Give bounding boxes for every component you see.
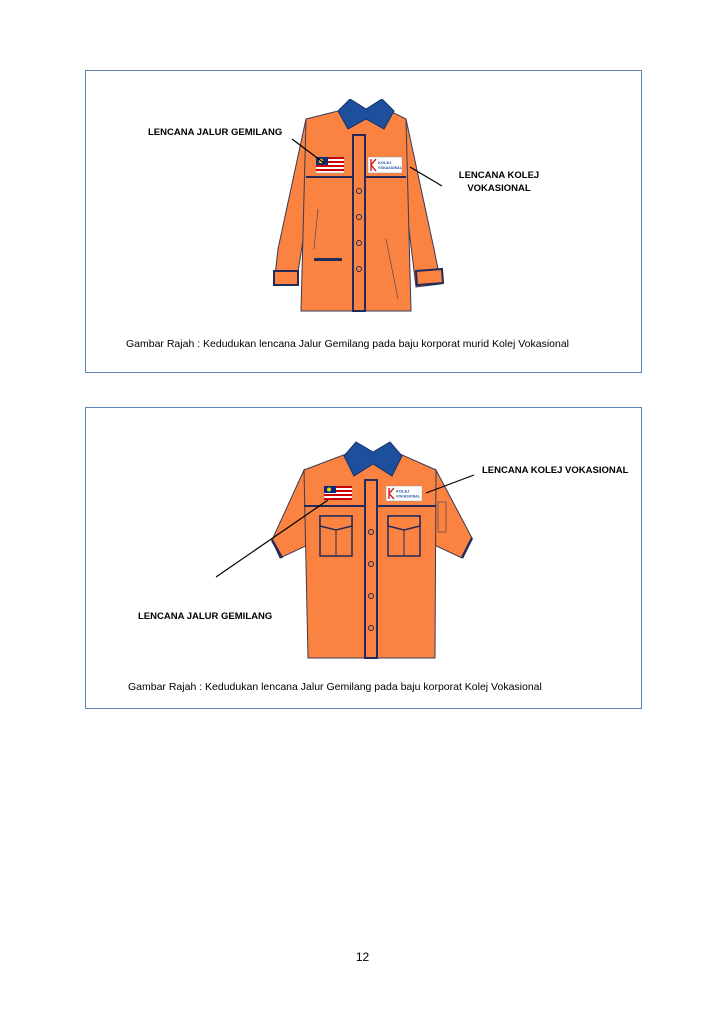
leader-lines-figure-2 [86, 408, 643, 710]
label-lencana-kolej-vokasional [454, 169, 544, 195]
label-lencana-jalur-gemilang: LENCANA JALUR GEMILANG [138, 611, 273, 622]
badge-text-line2: VOKASIONAL [378, 166, 402, 170]
figure-1-caption: Gambar Rajah : Kedudukan lencana Jalur Gemilang pada baju korporat murid Kolej Vokasional [126, 338, 570, 350]
badge-text-line1: KOLEJ [378, 160, 392, 165]
label-lencana-jalur-gemilang: LENCANA JALUR GEMILANG [148, 127, 283, 138]
figure-2-frame [85, 407, 642, 709]
label-line-1: LENCANA KOLEJ [458, 170, 540, 181]
label-lencana-kolej-vokasional: LENCANA KOLEJ VOKASIONAL [482, 465, 629, 476]
leader-lines-figure-1 [86, 71, 643, 374]
page-number: 12 [355, 950, 370, 964]
badge-text-line1: KOLEJ [396, 488, 410, 494]
figure-1-frame [85, 70, 642, 373]
badge-text-line2: VOKASIONAL [396, 494, 420, 499]
label-line-2: VOKASIONAL [467, 183, 531, 194]
figure-2-caption: Gambar Rajah : Kedudukan lencana Jalur Gemilang pada baju korporat Kolej Vokasional [128, 681, 542, 693]
